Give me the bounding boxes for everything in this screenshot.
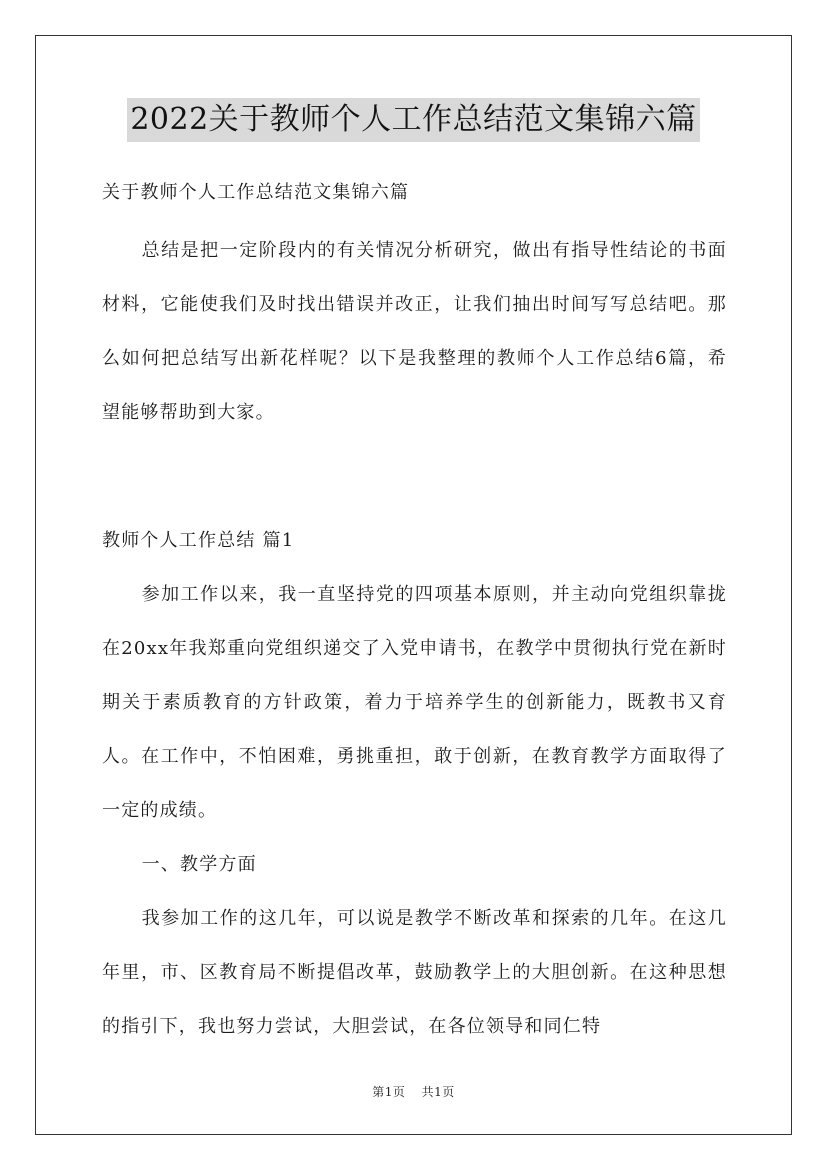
body-paragraph-2: 我参加工作的这几年，可以说是教学不断改革和探索的几年。在这几年里，市、区教育局不断提倡改革，鼓励教学上的大胆创新。在这种思想的指引下，我也努力尝试，大胆尝试，在各位领导和同仁特 — [102, 908, 727, 1037]
page-footer — [0, 1083, 827, 1100]
page-total: 共1页 — [421, 1085, 455, 1099]
page-number: 第1页 — [372, 1085, 406, 1099]
subheading-teaching: 一、教学方面 — [141, 854, 257, 875]
title-container — [0, 98, 827, 142]
document-subtitle: 关于教师个人工作总结范文集锦六篇 — [102, 182, 410, 203]
spacer — [102, 440, 727, 514]
body-paragraph-1: 参加工作以来，我一直坚持党的四项基本原则，并主动向党组织靠拢在20xx年我郑重向党组织递交了入党申请书，在教学中贯彻执行党在新时期关于素质教育的方针政策，着力于培养学生的创新能力，既教书又育人。在工作中，不怕困难，勇挑重担，敢于创新，在教育教学方面取得了一定的成绩。 — [102, 584, 727, 821]
intro-paragraph: 总结是把一定阶段内的有关情况分析研究，做出有指导性结论的书面材料，它能使我们及时找出错误并改正，让我们抽出时间写写总结吧。那么如何把总结写出新花样呢？以下是我整理的教师个人工作总结6篇，希望能够帮助到大家。 — [102, 240, 727, 423]
section-heading: 教师个人工作总结 篇1 — [102, 530, 295, 551]
document-body — [102, 168, 727, 1054]
document-title: 2022关于教师个人工作总结范文集锦六篇 — [127, 98, 699, 142]
